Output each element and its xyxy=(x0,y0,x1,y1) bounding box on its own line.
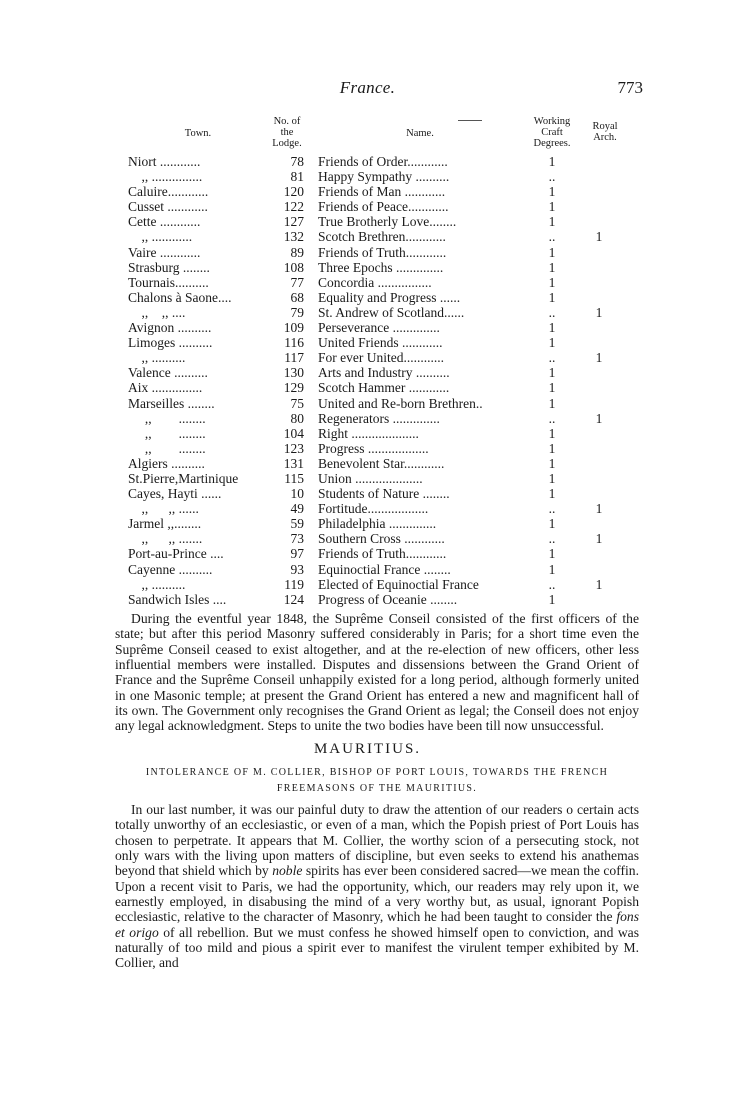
cell-arch: 1 xyxy=(595,350,603,366)
page-header xyxy=(0,78,735,102)
emphasis-noble: noble xyxy=(272,863,303,879)
cell-town: Tournais.......... xyxy=(128,274,209,290)
cell-name: Arts and Industry .......... xyxy=(318,365,450,381)
cell-town: ,, ........ xyxy=(128,425,206,441)
header-town: Town. xyxy=(184,128,212,139)
cell-craft: 1 xyxy=(548,425,556,441)
table-row xyxy=(128,546,628,561)
cell-town: Cusset ............ xyxy=(128,199,208,215)
cell-name: Students of Nature ........ xyxy=(318,486,450,502)
cell-lodge-no: 116 xyxy=(284,335,304,351)
cell-town: ,, .......... xyxy=(128,576,186,592)
cell-craft: 1 xyxy=(548,516,556,532)
cell-name: St. Andrew of Scotland...... xyxy=(318,304,465,320)
cell-lodge-no: 10 xyxy=(290,486,304,502)
cell-lodge-no: 59 xyxy=(290,516,304,532)
cell-name: Friends of Man ............ xyxy=(318,184,446,200)
table-row xyxy=(128,154,628,169)
cell-name: Perseverance .............. xyxy=(318,320,440,336)
cell-lodge-no: 93 xyxy=(290,561,304,577)
header-royal-arch: Royal Arch. xyxy=(592,121,618,143)
cell-town: Chalons à Saone.... xyxy=(128,289,232,305)
cell-lodge-no: 108 xyxy=(283,259,304,275)
cell-name: Happy Sympathy .......... xyxy=(318,169,450,185)
cell-town: Cayes, Hayti ...... xyxy=(128,486,222,502)
cell-town: Valence .......... xyxy=(128,365,208,381)
table-row xyxy=(128,260,628,275)
cell-name: Union .................... xyxy=(318,470,423,486)
cell-lodge-no: 109 xyxy=(283,320,304,336)
cell-name: United Friends ............ xyxy=(318,335,443,351)
cell-town: ,, ........ xyxy=(128,410,206,426)
cell-lodge-no: 120 xyxy=(283,184,304,200)
cell-lodge-no: 131 xyxy=(283,455,304,471)
table-row xyxy=(128,335,628,350)
cell-craft: .. xyxy=(548,531,556,547)
cell-arch: 1 xyxy=(595,229,603,245)
table-row xyxy=(128,471,628,486)
cell-craft: 1 xyxy=(548,365,556,381)
table-row xyxy=(128,456,628,471)
cell-lodge-no: 132 xyxy=(283,229,304,245)
table-row xyxy=(128,577,628,592)
header-name: Name. xyxy=(406,128,434,139)
cell-lodge-no: 130 xyxy=(283,365,304,381)
cell-craft: .. xyxy=(548,410,556,426)
cell-craft: .. xyxy=(548,501,556,517)
cell-town: ,, ........ xyxy=(128,440,206,456)
table-row xyxy=(128,562,628,577)
table-row xyxy=(128,169,628,184)
cell-name: Progress of Oceanie ........ xyxy=(318,591,458,607)
cell-craft: 1 xyxy=(548,335,556,351)
cell-name: Equinoctial France ........ xyxy=(318,561,451,577)
cell-lodge-no: 49 xyxy=(290,501,304,517)
cell-lodge-no: 89 xyxy=(290,244,304,260)
table-row xyxy=(128,184,628,199)
table-row xyxy=(128,214,628,229)
cell-lodge-no: 80 xyxy=(290,410,304,426)
cell-name: Fortitude.................. xyxy=(318,501,429,517)
cell-name: Equality and Progress ...... xyxy=(318,289,461,305)
cell-craft: 1 xyxy=(548,561,556,577)
header-name-dash xyxy=(458,120,482,121)
cell-craft: 1 xyxy=(548,184,556,200)
cell-name: Regenerators .............. xyxy=(318,410,440,426)
cell-craft: 1 xyxy=(548,244,556,260)
cell-craft: .. xyxy=(548,304,556,320)
table-row xyxy=(128,199,628,214)
cell-name: Philadelphia .............. xyxy=(318,516,437,532)
cell-town: Limoges .......... xyxy=(128,335,213,351)
cell-name: Southern Cross ............ xyxy=(318,531,445,547)
cell-name: Scotch Brethren............ xyxy=(318,229,446,245)
cell-arch: 1 xyxy=(595,501,603,517)
cell-name: Friends of Truth............ xyxy=(318,244,447,260)
cell-lodge-no: 78 xyxy=(290,154,304,169)
cell-town: ,, ............... xyxy=(128,169,203,185)
cell-craft: .. xyxy=(548,350,556,366)
table-row xyxy=(128,411,628,426)
table-row xyxy=(128,305,628,320)
table-row xyxy=(128,516,628,531)
cell-town: Cayenne .......... xyxy=(128,561,213,577)
cell-craft: 1 xyxy=(548,214,556,230)
cell-craft: 1 xyxy=(548,154,556,169)
table-row xyxy=(128,380,628,395)
cell-craft: 1 xyxy=(548,440,556,456)
cell-lodge-no: 104 xyxy=(283,425,304,441)
cell-town: ,, ,, ...... xyxy=(128,501,199,517)
cell-lodge-no: 122 xyxy=(283,199,304,215)
cell-lodge-no: 127 xyxy=(283,214,304,230)
cell-name: United and Re-born Brethren.. xyxy=(318,395,483,411)
cell-arch: 1 xyxy=(595,576,603,592)
lodge-table xyxy=(128,116,628,607)
cell-lodge-no: 75 xyxy=(290,395,304,411)
cell-craft: 1 xyxy=(548,470,556,486)
cell-town: St.Pierre,Martinique xyxy=(128,470,239,486)
cell-town: Avignon .......... xyxy=(128,320,212,336)
cell-name: Progress .................. xyxy=(318,440,429,456)
table-row xyxy=(128,441,628,456)
cell-name: Concordia ................ xyxy=(318,274,432,290)
emphasis-fons: fons et origo xyxy=(115,909,639,940)
cell-name: For ever United............ xyxy=(318,350,444,366)
table-row xyxy=(128,245,628,260)
cell-name: True Brotherly Love........ xyxy=(318,214,457,230)
cell-name: Friends of Truth............ xyxy=(318,546,447,562)
cell-name: Friends of Order............ xyxy=(318,154,448,169)
cell-craft: 1 xyxy=(548,289,556,305)
cell-lodge-no: 81 xyxy=(290,169,304,185)
cell-town: Niort ............ xyxy=(128,154,201,169)
table-row xyxy=(128,350,628,365)
cell-lodge-no: 117 xyxy=(284,350,304,366)
table-row xyxy=(128,531,628,546)
cell-craft: 1 xyxy=(548,274,556,290)
table-row xyxy=(128,229,628,244)
table-row xyxy=(128,501,628,516)
section-title: MAURITIUS. xyxy=(313,741,422,757)
cell-lodge-no: 97 xyxy=(290,546,304,562)
cell-craft: 1 xyxy=(548,380,556,396)
cell-town: Vaire ............ xyxy=(128,244,201,260)
cell-name: Friends of Peace............ xyxy=(318,199,449,215)
table-row xyxy=(128,320,628,335)
running-title: France. xyxy=(339,78,396,97)
cell-craft: .. xyxy=(548,576,556,592)
table-row xyxy=(128,396,628,411)
cell-town: Sandwich Isles .... xyxy=(128,591,227,607)
cell-craft: .. xyxy=(548,229,556,245)
cell-craft: 1 xyxy=(548,591,556,607)
cell-lodge-no: 73 xyxy=(290,531,304,547)
cell-craft: 1 xyxy=(548,199,556,215)
cell-craft: .. xyxy=(548,169,556,185)
cell-lodge-no: 129 xyxy=(283,380,304,396)
header-lodge-no: No. of the Lodge. xyxy=(272,116,302,149)
cell-craft: 1 xyxy=(548,320,556,336)
cell-town: Jarmel ,,........ xyxy=(128,516,202,532)
cell-town: ,, ,, ....... xyxy=(128,531,203,547)
cell-name: Right .................... xyxy=(318,425,419,441)
cell-lodge-no: 77 xyxy=(290,274,304,290)
cell-town: Strasburg ........ xyxy=(128,259,210,275)
cell-arch: 1 xyxy=(595,531,603,547)
paragraph-2: In our last number, it was our painful duty to draw the attention of our readers o certain acts totally unworthy of an ecclesiastic, or even of a man, which the Popish priest of Port Louis has chosen to perpetrate. It appears that M. Collier, the worthy scion of a persecuting stock, not only wars with the living upon matters of discipline, but even seeks to extend his anathemas beyond that shield which by noble spirits has ever been considered sacred—we mean the coffin. Upon a recent visit to Paris, we had the opportunity, which, our readers may rely upon it, we earnestly employed, in disabusing the mind of a very worthy but, as usual, ignorant Popish ecclesiastic, relative to the character of Masonry, which he had been taught to consider the fons et origo of all rebellion. But we must confess he showed himself open to conviction, and was naturally of too mild and pious a spirit ever to manifest the virulent temper exhibited by M. Collier, and xyxy=(115,802,640,971)
cell-town: Cette ............ xyxy=(128,214,201,230)
table-body xyxy=(128,154,628,607)
cell-town: Aix ............... xyxy=(128,380,203,396)
cell-lodge-no: 115 xyxy=(284,470,304,486)
page-number: 773 xyxy=(617,78,643,97)
cell-town: Algiers .......... xyxy=(128,455,205,471)
header-craft-degrees: Working Craft Degrees. xyxy=(533,116,571,149)
cell-lodge-no: 119 xyxy=(284,576,304,592)
cell-lodge-no: 124 xyxy=(283,591,304,607)
cell-name: Three Epochs .............. xyxy=(318,259,444,275)
paragraph-1: During the eventful year 1848, the Suprême Conseil consisted of the first officers of the state; but after this period Masonry suffered considerably in Paris; for a short time even the Suprême Conseil ceased to exist altogether, and at the re-election of new officers, other less influential members were installed. Disputes and dissensions between the Grand Orient of France and the Suprême Conseil unhappily existed for a long period, although formerly united in one Masonic temple; at present the Grand Orient has entered a new and magnificent hall of its own. The Government only recognises the Grand Orient as legal; the Conseil does not enjoy any legal acknowledgment. Steps to unite the two bodies have been till now unsuccessful. xyxy=(115,611,639,734)
cell-name: Elected of Equinoctial France xyxy=(318,576,479,592)
cell-craft: 1 xyxy=(548,546,556,562)
cell-lodge-no: 79 xyxy=(290,304,304,320)
table-row xyxy=(128,486,628,501)
cell-town: ,, ,, .... xyxy=(128,304,186,320)
cell-arch: 1 xyxy=(595,410,603,426)
cell-craft: 1 xyxy=(548,395,556,411)
cell-craft: 1 xyxy=(548,486,556,502)
cell-town: ,, .......... xyxy=(128,350,186,366)
cell-name: Benevolent Star............ xyxy=(318,455,445,471)
cell-town: Marseilles ........ xyxy=(128,395,215,411)
section-subheading: INTOLERANCE OF M. COLLIER, BISHOP OF PORT LOUIS, TOWARDS THE FRENCH FREEMASONS OF THE MAURITIUS. xyxy=(145,767,609,794)
table-row xyxy=(128,275,628,290)
cell-craft: 1 xyxy=(548,259,556,275)
cell-town: Caluire............ xyxy=(128,184,209,200)
table-row xyxy=(128,365,628,380)
table-header xyxy=(128,116,628,154)
cell-name: Scotch Hammer ............ xyxy=(318,380,450,396)
table-row xyxy=(128,426,628,441)
table-row xyxy=(128,290,628,305)
cell-lodge-no: 123 xyxy=(283,440,304,456)
cell-town: Port-au-Prince .... xyxy=(128,546,224,562)
cell-craft: 1 xyxy=(548,455,556,471)
table-row xyxy=(128,592,628,607)
cell-lodge-no: 68 xyxy=(290,289,304,305)
cell-arch: 1 xyxy=(595,304,603,320)
cell-town: ,, ............ xyxy=(128,229,193,245)
